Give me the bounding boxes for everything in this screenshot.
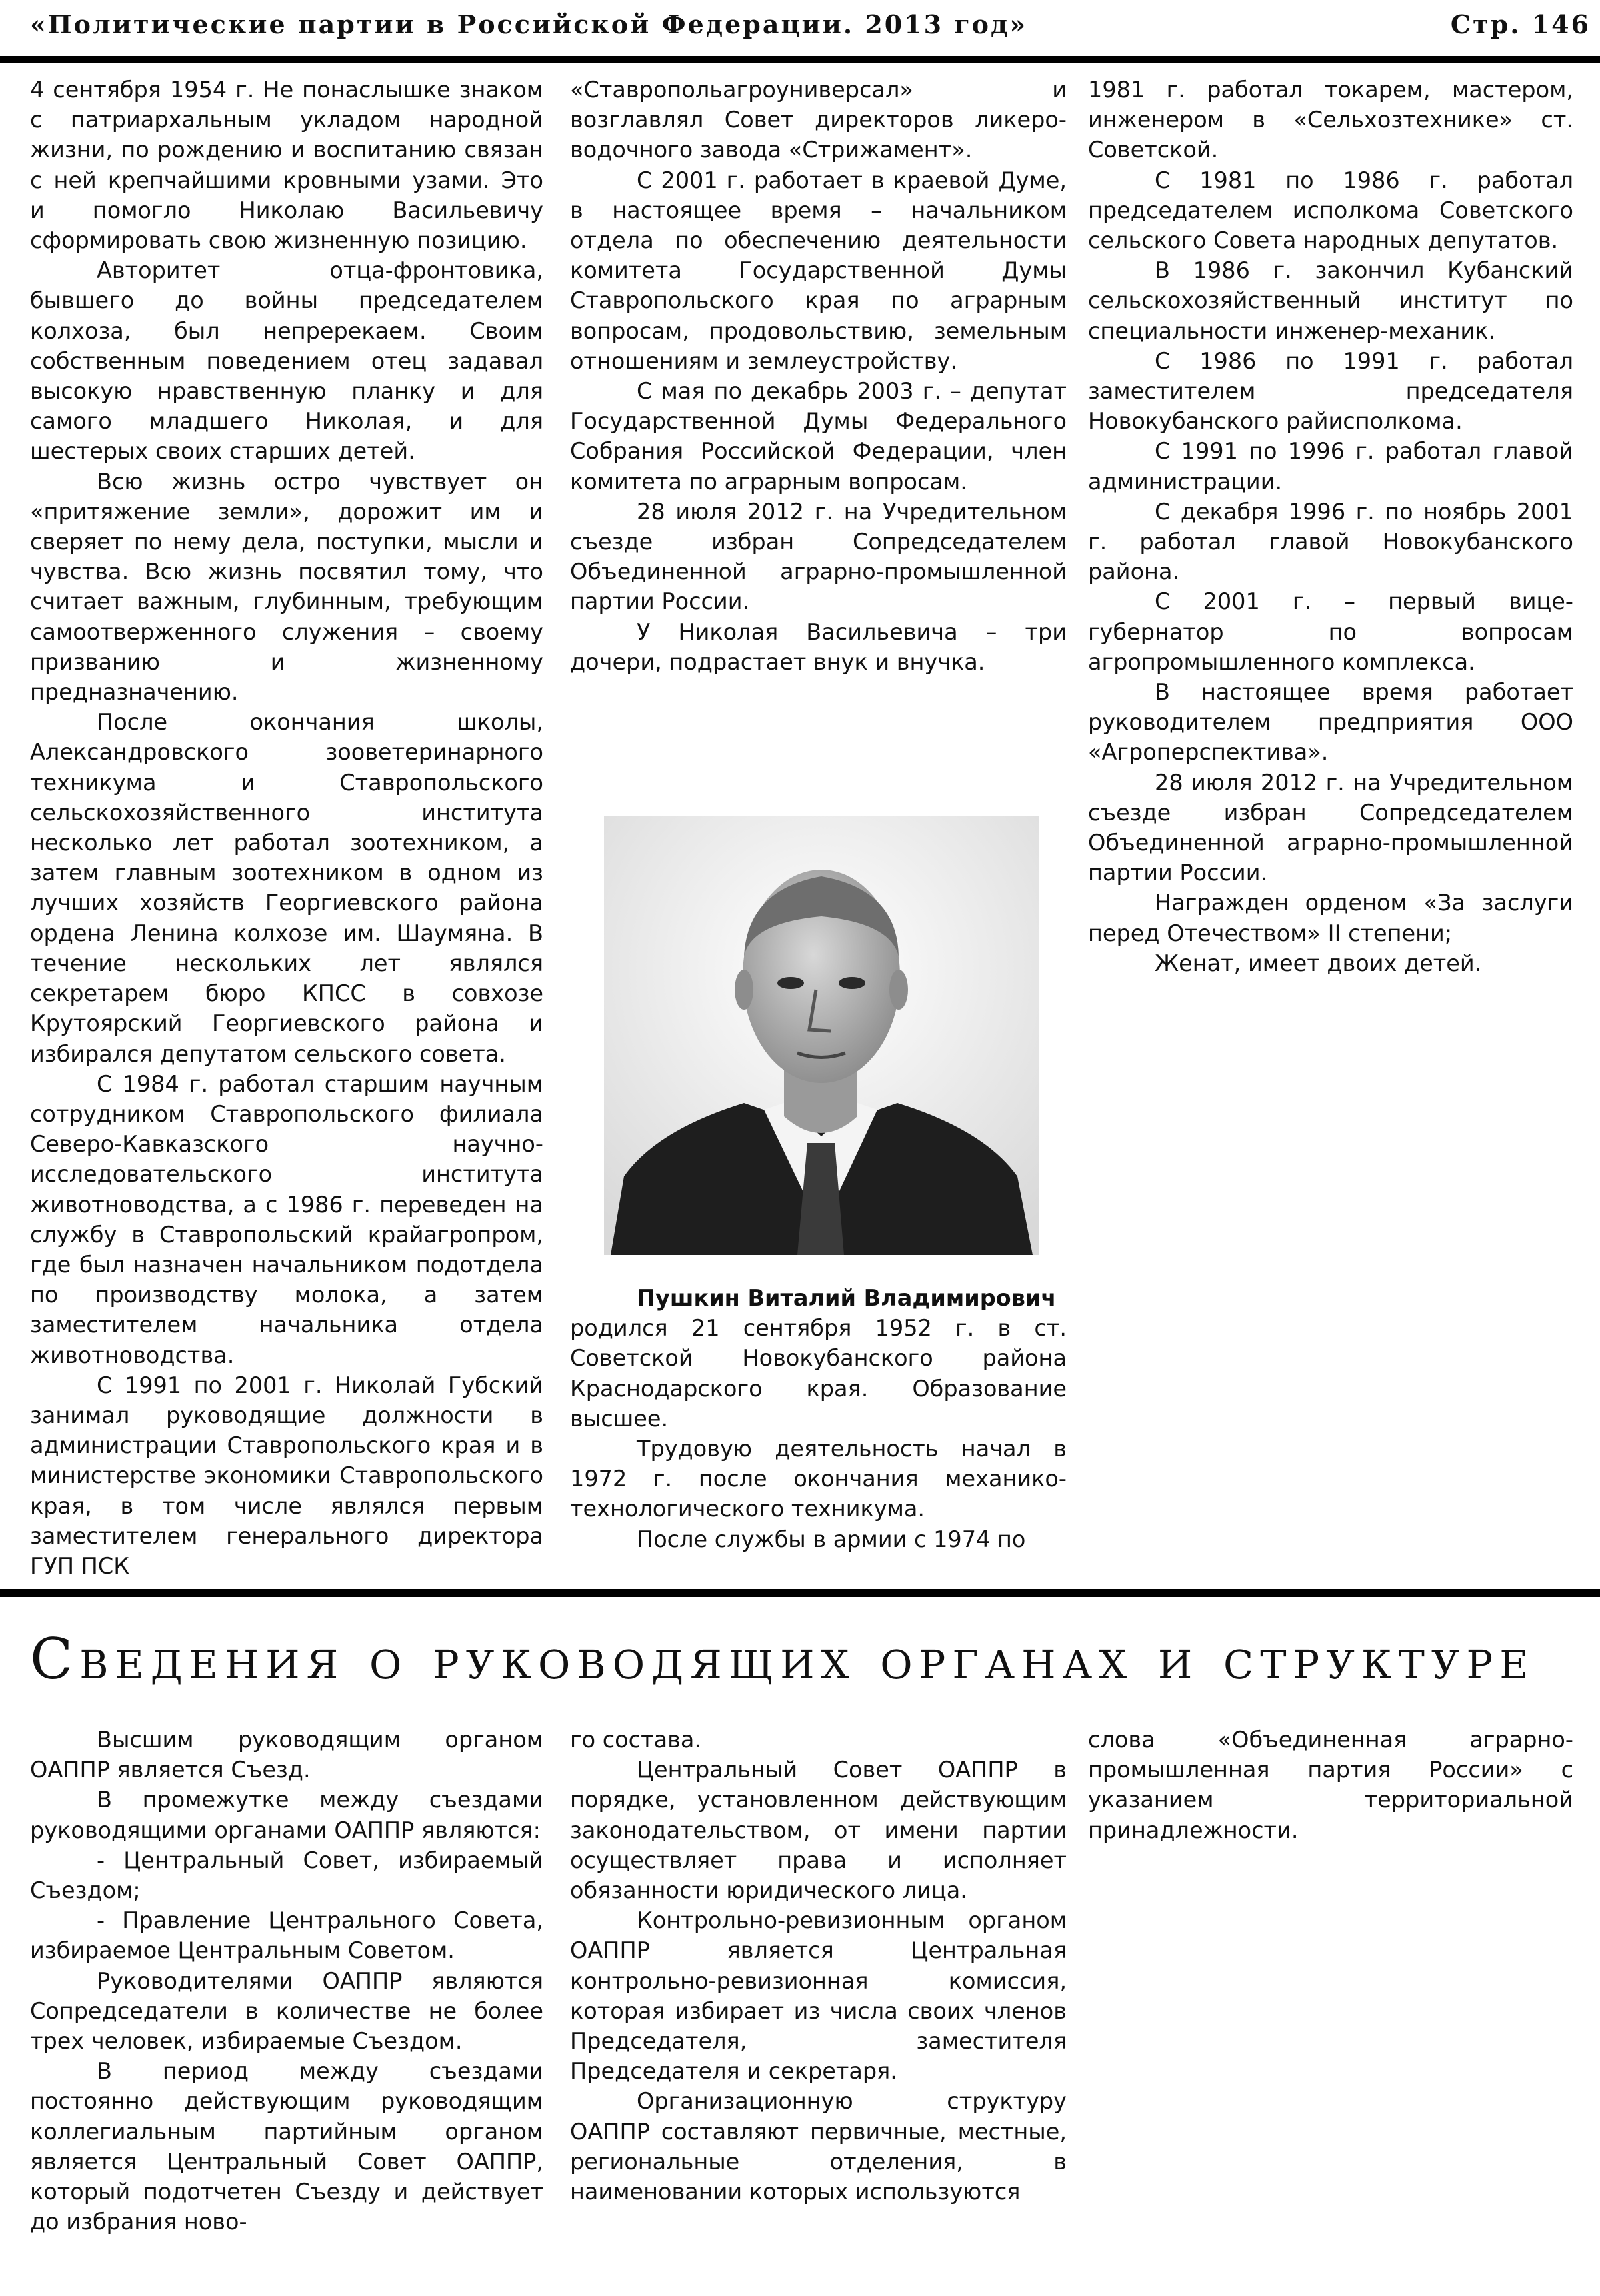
paragraph: С декабря 1996 г. по ноябрь 2001 г. работал главой Новокубанского района. [1088, 498, 1573, 585]
article-column-2 [570, 75, 1067, 677]
header-rule [0, 56, 1600, 63]
paragraph: С 1984 г. работал старшим научным сотрудником Ставропольского филиала Северо-Кавказского научно-исследовательского института животноводства, а с 1986 г. переведен на службу в Ставропольский крайагропром, где был назначен начальником подотдела по производству молока, а затем заместителем начальника отдела животноводства. [30, 1070, 543, 1368]
paragraph: В период между съездами постоянно действующим руководящим коллегиальным партийным органом является Центральный Совет ОАППР, который подотчетен Съезду и действует до избрания ново- [30, 2058, 543, 2235]
bio-column-2-lower [570, 1283, 1067, 1554]
paragraph: С 2001 г. работает в краевой Думе, в настоящее время – начальником отдела по обеспечению деятельности комитета Государственной Думы Ставропольского края по аграрным вопросам, продовольствию, земельным отношениям и землеустройству. [570, 167, 1067, 374]
section-column-3 [1088, 1725, 1573, 1845]
running-header [0, 0, 1600, 61]
paragraph: 4 сентября 1954 г. Не понаслышке знаком с патриархальным укладом народной жизни, по рождению и воспитанию связан с ней крепчайшими кровными узами. Это и помогло Николаю Васильевичу сформировать свою жизненную позицию. [30, 77, 543, 254]
person-name: Пушкин Виталий Владимирович [637, 1285, 1057, 1311]
paragraph: Контрольно-ревизионным органом ОАППР является Центральная контрольно-ревизионная комиссия, которая избирает из числа своих членов Председателя, заместителя Председателя и секретаря. [570, 1907, 1067, 2085]
portrait-photo [604, 816, 1039, 1255]
paragraph: Всю жизнь остро чувствует он «притяжение земли», дорожит им и сверяет по нему дела, поступки, мысли и чувства. Всю жизнь посвятил тому, что считает важным, глубинным, требующим самоотверженного служения – своему призванию и жизненному предназначению. [30, 468, 543, 706]
paragraph: Руководителями ОАППР являются Сопредседатели в количестве не более трех человек, избираемые Съездом. [30, 1967, 543, 2055]
section-rule [0, 1589, 1600, 1597]
paragraph: 28 июля 2012 г. на Учредительном съезде избран Сопредседателем Объединенной аграрно-промышленной партии России. [1088, 769, 1573, 886]
portrait-illustration [604, 816, 1039, 1255]
paragraph: У Николая Васильевича – три дочери, подрастает внук и внучка. [570, 618, 1067, 675]
section-heading: Сведения о руководящих органах и структуре [30, 1626, 1535, 1692]
section-column-2 [570, 1725, 1067, 2207]
paragraph: «Ставропольагроуниверсал» и возглавлял Совет директоров ликеро-водочного завода «Стрижамент». [570, 77, 1067, 163]
section-column-1 [30, 1725, 543, 2237]
paragraph: Авторитет отца-фронтовика, бывшего до войны председателем колхоза, был непререкаем. Своим собственным поведением отец задавал высокую нравственную планку и для самого младшего Николая, и для шестерых своих старших детей. [30, 257, 543, 465]
running-title: «Политические партии в Российской Федерации. 2013 год» [30, 9, 1028, 39]
paragraph: С 1986 по 1991 г. работал заместителем председателя Новокубанского райисполкома. [1088, 347, 1573, 435]
paragraph: слова «Объединенная аграрно-промышленная партия России» с указанием территориальной принадлежности. [1088, 1727, 1573, 1843]
page-number: Стр. 146 [1450, 9, 1591, 39]
paragraph: Высшим руководящим органом ОАППР является Съезд. [30, 1727, 543, 1783]
paragraph: Женат, имеет двоих детей. [1155, 950, 1482, 976]
paragraph: Организационную структуру ОАППР составляют первичные, местные, региональные отделения, в наименовании которых используются [570, 2088, 1067, 2205]
paragraph: С 2001 г. – первый вице-губернатор по вопросам агропромышленного комплекса. [1088, 588, 1573, 675]
paragraph: С 1991 по 2001 г. Николай Губский занимал руководящие должности в администрации Ставропольского края и в министерстве экономики Ставропольского края, в том числе являлся первым заместителем генерального директора ГУП ПСК [30, 1372, 543, 1579]
paragraph: В 1986 г. закончил Кубанский сельскохозяйственный институт по специальности инженер-механик. [1088, 257, 1573, 344]
paragraph: В промежутке между съездами руководящими органами ОАППР являются: [30, 1787, 543, 1843]
paragraph: го состава. [570, 1727, 702, 1753]
article-column-3 [1088, 75, 1573, 978]
paragraph: С 1981 по 1986 г. работал председателем исполкома Советского сельского Совета народных депутатов. [1088, 167, 1573, 254]
paragraph: После окончания школы, Александровского зооветеринарного техникума и Ставропольского сельскохозяйственного института несколько лет работал зоотехником, а затем главным зоотехником в одном из лучших хозяйств Георгиевского района ордена Ленина колхозе им. Шаумяна. В течение нескольких лет являлся секретарем бюро КПСС в совхозе Крутоярский Георгиевского района и избирался депутатом сельского совета. [30, 709, 543, 1067]
list-item: - Центральный Совет, избираемый Съездом; [30, 1847, 543, 1904]
paragraph: Награжден орденом «За заслуги перед Отечеством» II степени; [1088, 890, 1573, 946]
paragraph: родился 21 сентября 1952 г. в ст. Советской Новокубанского района Краснодарского края. Образование высшее. [570, 1315, 1067, 1432]
paragraph: Трудовую деятельность начал в 1972 г. после окончания механико-технологического техникума. [570, 1436, 1067, 1522]
paragraph: 1981 г. работал токарем, мастером, инженером в «Сельхозтехнике» ст. Советской. [1088, 77, 1573, 163]
paragraph: В настоящее время работает руководителем предприятия ООО «Агроперспектива». [1088, 679, 1573, 766]
article-column-1 [30, 75, 543, 1581]
list-item: - Правление Центрального Совета, избираемое Центральным Советом. [30, 1907, 543, 1964]
paragraph: Центральный Совет ОАППР в порядке, установленном действующим законодательством, от имени партии осуществляет права и исполняет обязанности юридического лица. [570, 1757, 1067, 1904]
paragraph: 28 июля 2012 г. на Учредительном съезде избран Сопредседателем Объединенной аграрно-промышленной партии России. [570, 498, 1067, 615]
paragraph: После службы в армии с 1974 по [637, 1526, 1026, 1552]
paragraph: С 1991 по 1996 г. работал главой администрации. [1088, 438, 1573, 495]
paragraph: С мая по декабрь 2003 г. – депутат Государственной Думы Федерального Собрания Российской Федерации, член комитета по аграрным вопросам. [570, 378, 1067, 495]
